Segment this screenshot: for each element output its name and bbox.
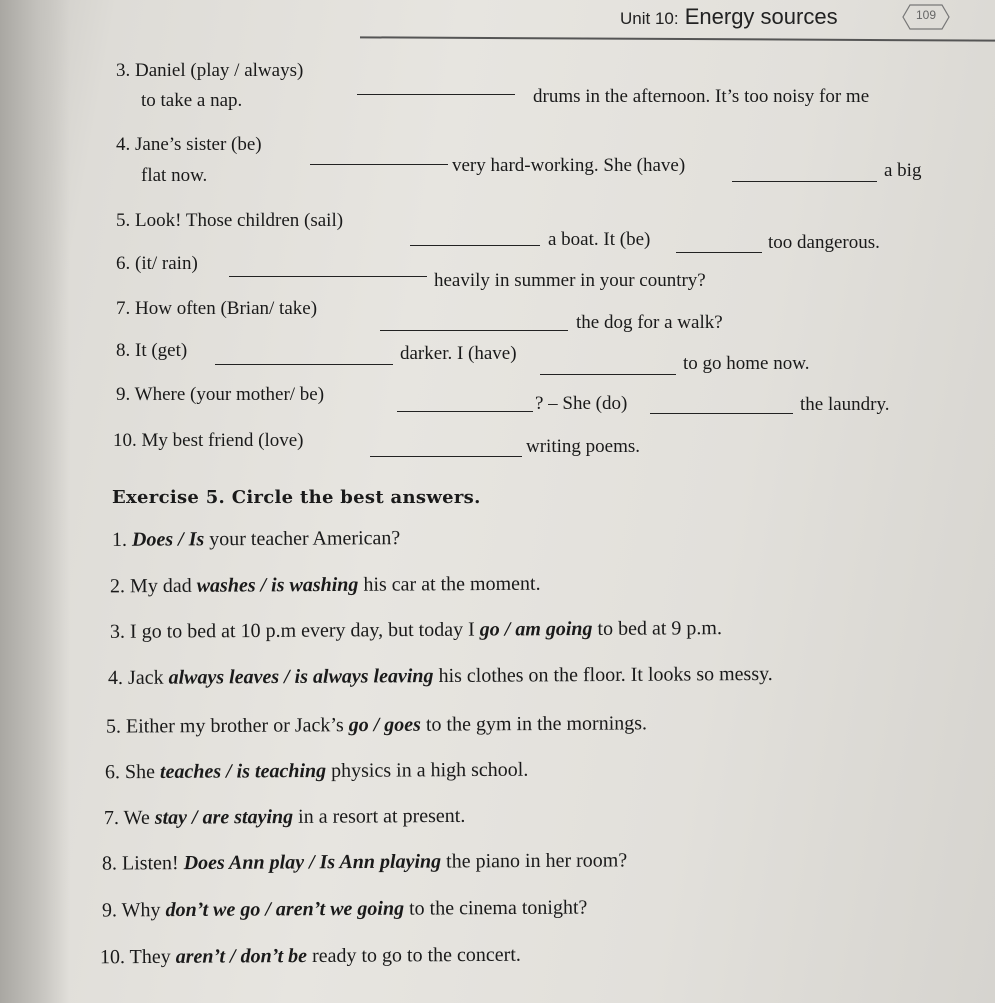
- page-header: [0, 0, 995, 50]
- question-6: [116, 253, 198, 275]
- question-text: darker. I (have): [400, 343, 517, 364]
- question-8: [116, 340, 187, 362]
- question-text: too dangerous.: [768, 232, 880, 253]
- exercise-5-item-5: [106, 712, 647, 738]
- question-7-end: [576, 312, 723, 334]
- answer-blank[interactable]: [370, 442, 522, 457]
- question-3-continuation: [533, 86, 869, 108]
- question-text: writing poems.: [526, 436, 640, 457]
- item-text-before: She: [124, 760, 161, 784]
- question-9-end: [800, 394, 890, 416]
- answer-options[interactable]: washes / is washing: [196, 573, 359, 597]
- question-text: a boat. It (be): [548, 229, 651, 250]
- answer-blank[interactable]: [732, 167, 877, 182]
- question-text: very hard-working. She (have): [452, 155, 686, 176]
- question-4-middle: [452, 155, 685, 177]
- item-text-after: your teacher American?: [204, 527, 401, 551]
- question-number: 3.: [116, 60, 131, 81]
- exercise-5-item-4: [108, 663, 773, 690]
- question-number: 8.: [116, 340, 131, 361]
- question-9-middle: [535, 393, 627, 415]
- item-text-before: We: [123, 806, 155, 829]
- page-edge-shadow: [0, 0, 70, 1003]
- item-text-before: They: [129, 945, 176, 969]
- answer-blank[interactable]: [397, 397, 533, 412]
- question-text: to go home now.: [683, 353, 810, 374]
- question-7: [116, 298, 317, 320]
- exercise-5-item-6: [105, 759, 528, 785]
- item-text-after: the piano in her room?: [441, 849, 628, 873]
- question-subject: (it/ rain): [135, 253, 198, 274]
- question-3-line-2: [141, 90, 242, 112]
- answer-options[interactable]: stay / are staying: [154, 805, 294, 829]
- question-text: the laundry.: [800, 394, 890, 415]
- unit-name: Energy sources: [684, 4, 838, 29]
- item-number: 10.: [99, 946, 130, 969]
- question-number: 5.: [116, 210, 131, 231]
- question-number: 7.: [116, 298, 131, 319]
- answer-blank[interactable]: [676, 238, 762, 253]
- question-text: the dog for a walk?: [576, 312, 723, 333]
- item-text-before: My dad: [129, 574, 197, 598]
- question-subject: Daniel (play / always): [135, 60, 304, 81]
- item-number: 4.: [107, 666, 129, 690]
- item-text-before: Jack: [127, 666, 169, 689]
- question-8-middle: [400, 343, 517, 365]
- item-text-before: Why: [121, 899, 166, 922]
- exercise-5-item-7: [104, 805, 465, 830]
- item-number: 2.: [109, 575, 131, 598]
- item-text-after: to bed at 9 p.m.: [592, 617, 723, 640]
- item-text-after: his clothes on the floor. It looks so messy.: [433, 662, 773, 688]
- answer-options[interactable]: go / goes: [348, 713, 422, 737]
- unit-label: Unit 10:: [620, 9, 679, 28]
- exercise-5-item-1: [112, 527, 400, 552]
- item-number: 9.: [101, 899, 122, 922]
- question-text: drums in the afternoon. It’s too noisy for me: [533, 86, 870, 107]
- item-text-after: in a resort at present.: [293, 804, 466, 828]
- unit-title: [620, 4, 838, 30]
- item-text-after: his car at the moment.: [358, 572, 541, 596]
- answer-options[interactable]: aren’t / don’t be: [175, 945, 308, 968]
- item-text-before: Either my brother or Jack’s: [125, 714, 349, 738]
- question-subject: How often (Brian/ take): [135, 298, 318, 319]
- question-6-end: [434, 270, 706, 292]
- exercise-5-item-9: [102, 897, 587, 923]
- question-8-end: [683, 353, 809, 375]
- question-3-line-1: [116, 60, 303, 82]
- question-subject: Where (your mother/ be): [134, 384, 325, 405]
- item-number: 3.: [109, 620, 131, 643]
- question-text: heavily in summer in your country?: [434, 270, 706, 291]
- question-10-end: [526, 436, 640, 458]
- page-number: 109: [915, 8, 937, 22]
- answer-blank[interactable]: [410, 231, 540, 246]
- item-number: 1.: [111, 528, 133, 551]
- question-5-middle: [548, 229, 650, 251]
- question-text: to take a nap.: [141, 90, 243, 111]
- item-text-after: ready to go to the concert.: [306, 943, 521, 968]
- answer-options[interactable]: Does / Is: [131, 528, 205, 551]
- exercise-5-item-2: [110, 573, 541, 599]
- answer-blank[interactable]: [229, 262, 427, 277]
- question-number: 10.: [113, 430, 137, 451]
- question-number: 6.: [116, 253, 131, 274]
- question-4-line-2: [141, 165, 207, 187]
- question-number: 9.: [116, 384, 131, 405]
- item-text-before: Listen!: [121, 852, 184, 875]
- answer-options[interactable]: go / am going: [479, 617, 593, 641]
- answer-blank[interactable]: [357, 80, 515, 95]
- question-subject: Jane’s sister (be): [135, 134, 262, 155]
- answer-options[interactable]: teaches / is teaching: [159, 759, 327, 783]
- question-4-end: [884, 160, 921, 182]
- item-text-after: physics in a high school.: [326, 758, 529, 782]
- header-rule: [360, 36, 995, 41]
- item-number: 6.: [104, 761, 126, 784]
- question-subject: My best friend (love): [141, 430, 304, 451]
- exercise-5-item-10: [100, 944, 521, 970]
- question-text: a big: [884, 160, 922, 181]
- answer-options[interactable]: Does Ann play / Is Ann playing: [183, 850, 442, 875]
- question-5: [116, 210, 343, 232]
- item-text-after: to the gym in the mornings.: [420, 712, 648, 736]
- answer-blank[interactable]: [215, 350, 393, 365]
- answer-blank[interactable]: [380, 316, 568, 331]
- question-number: 4.: [116, 134, 131, 155]
- question-5-end: [768, 232, 880, 254]
- exercise-5-heading: Exercise 5. Circle the best answers.: [112, 487, 481, 508]
- question-4-line-1: [116, 134, 262, 156]
- answer-options[interactable]: always leaves / is always leaving: [168, 665, 434, 689]
- item-text-before: I go to bed at 10 p.m every day, but today I: [129, 618, 480, 643]
- item-text-after: to the cinema tonight?: [403, 896, 588, 920]
- answer-blank[interactable]: [540, 360, 676, 375]
- question-subject: It (get): [135, 340, 188, 361]
- answer-blank[interactable]: [310, 150, 448, 165]
- question-subject: Look! Those children (sail): [135, 210, 344, 231]
- item-number: 5.: [105, 715, 127, 738]
- answer-blank[interactable]: [650, 399, 793, 414]
- question-10: [113, 430, 303, 452]
- exercise-5-item-3: [110, 617, 722, 644]
- question-text: ? – She (do): [535, 393, 628, 414]
- question-9: [116, 384, 324, 406]
- question-text: flat now.: [141, 165, 208, 186]
- page-number-badge: [902, 4, 950, 30]
- item-number: 7.: [103, 806, 124, 830]
- item-number: 8.: [101, 852, 123, 875]
- answer-options[interactable]: don’t we go / aren’t we going: [165, 897, 405, 922]
- exercise-5-item-8: [102, 849, 627, 875]
